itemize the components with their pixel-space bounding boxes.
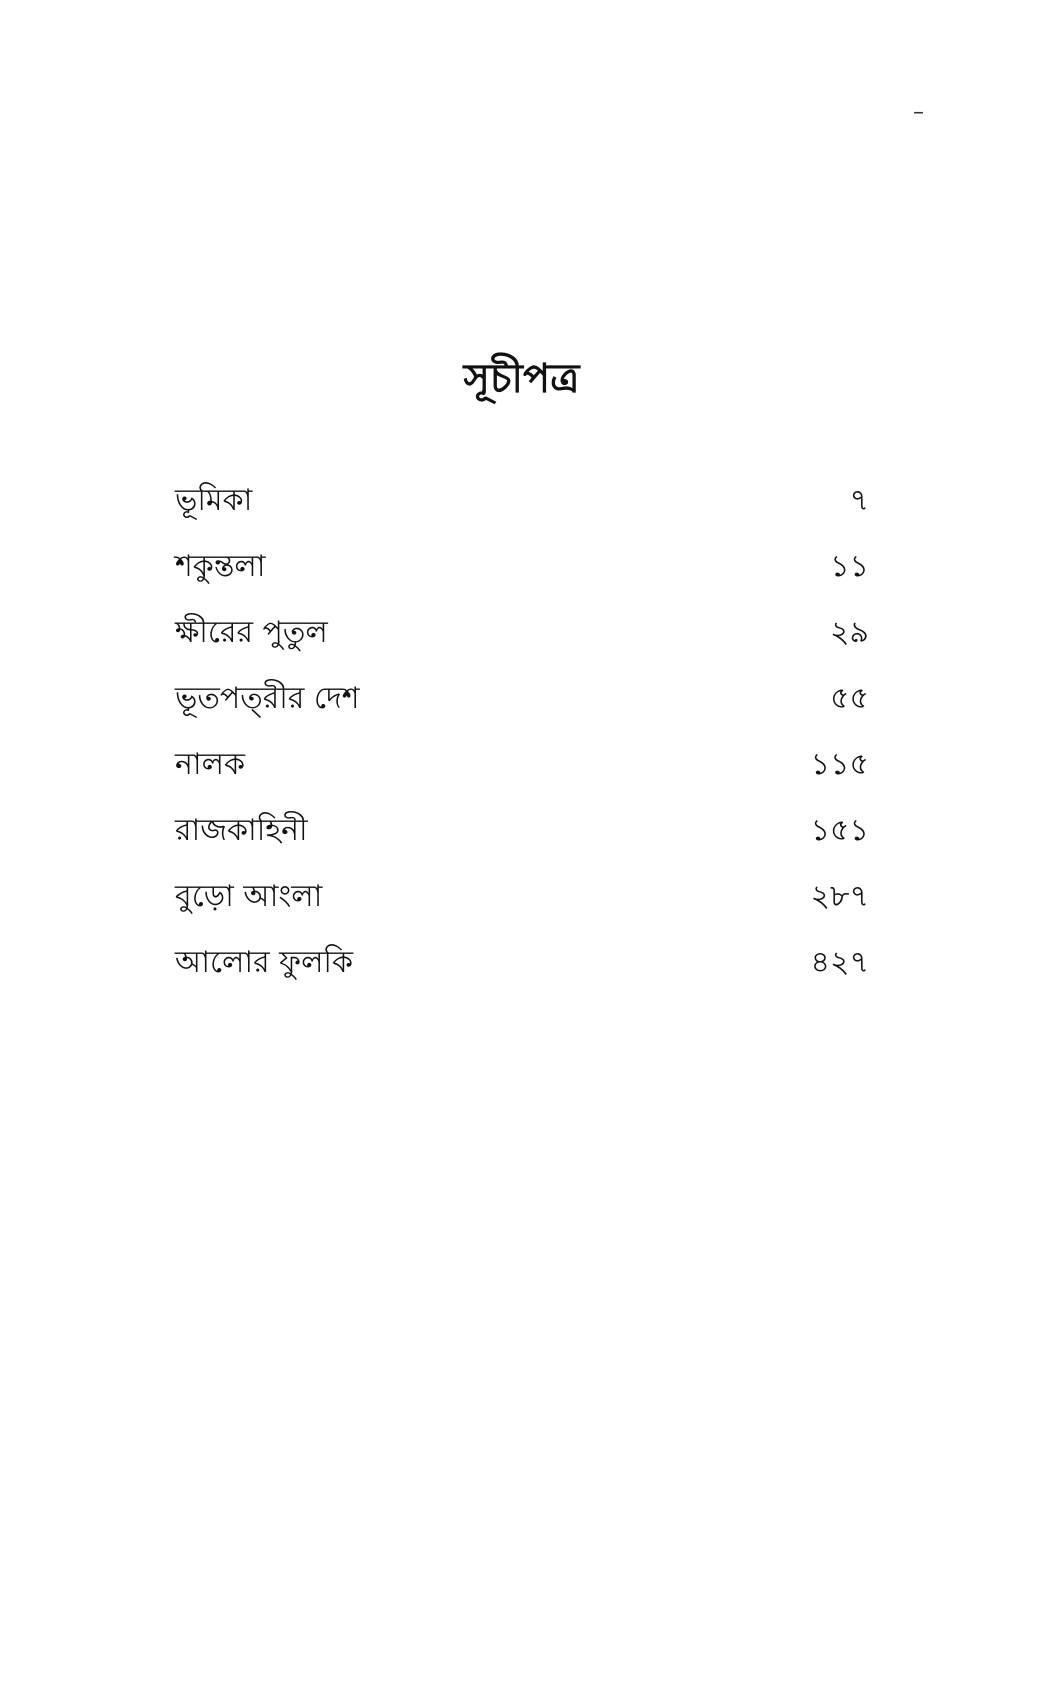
page-mark: –	[913, 100, 924, 125]
toc-entry-page: ২৯	[830, 614, 869, 650]
toc-entry-title: আলোর ফুলকি	[175, 944, 353, 980]
toc-entry-page: ৫৫	[830, 680, 869, 716]
table-of-contents	[175, 468, 869, 996]
toc-entry-page: ৪২৭	[810, 944, 869, 980]
toc-entry-title: ক্ষীরের পুতুল	[175, 614, 328, 650]
toc-entry-title: ভূতপত্‌রীর দেশ	[175, 680, 360, 716]
toc-row	[175, 732, 869, 798]
toc-entry-page: ২৮৭	[810, 878, 869, 914]
toc-row	[175, 666, 869, 732]
toc-entry-title: নালক	[175, 746, 245, 782]
toc-row	[175, 534, 869, 600]
toc-entry-page: ৭	[849, 482, 869, 518]
toc-row	[175, 798, 869, 864]
toc-entry-page: ১১৫	[810, 746, 869, 782]
page-title: সূচীপত্র	[463, 356, 580, 402]
toc-entry-page: ১১	[830, 548, 869, 584]
toc-row	[175, 864, 869, 930]
toc-entry-page: ১৫১	[810, 812, 869, 848]
toc-row	[175, 600, 869, 666]
toc-entry-title: বুড়ো আংলা	[175, 878, 323, 914]
toc-entry-title: ভূমিকা	[175, 482, 253, 518]
toc-entry-title: শকুন্তলা	[175, 548, 266, 584]
toc-row	[175, 468, 869, 534]
toc-row	[175, 930, 869, 996]
toc-entry-title: রাজকাহিনী	[175, 812, 308, 848]
